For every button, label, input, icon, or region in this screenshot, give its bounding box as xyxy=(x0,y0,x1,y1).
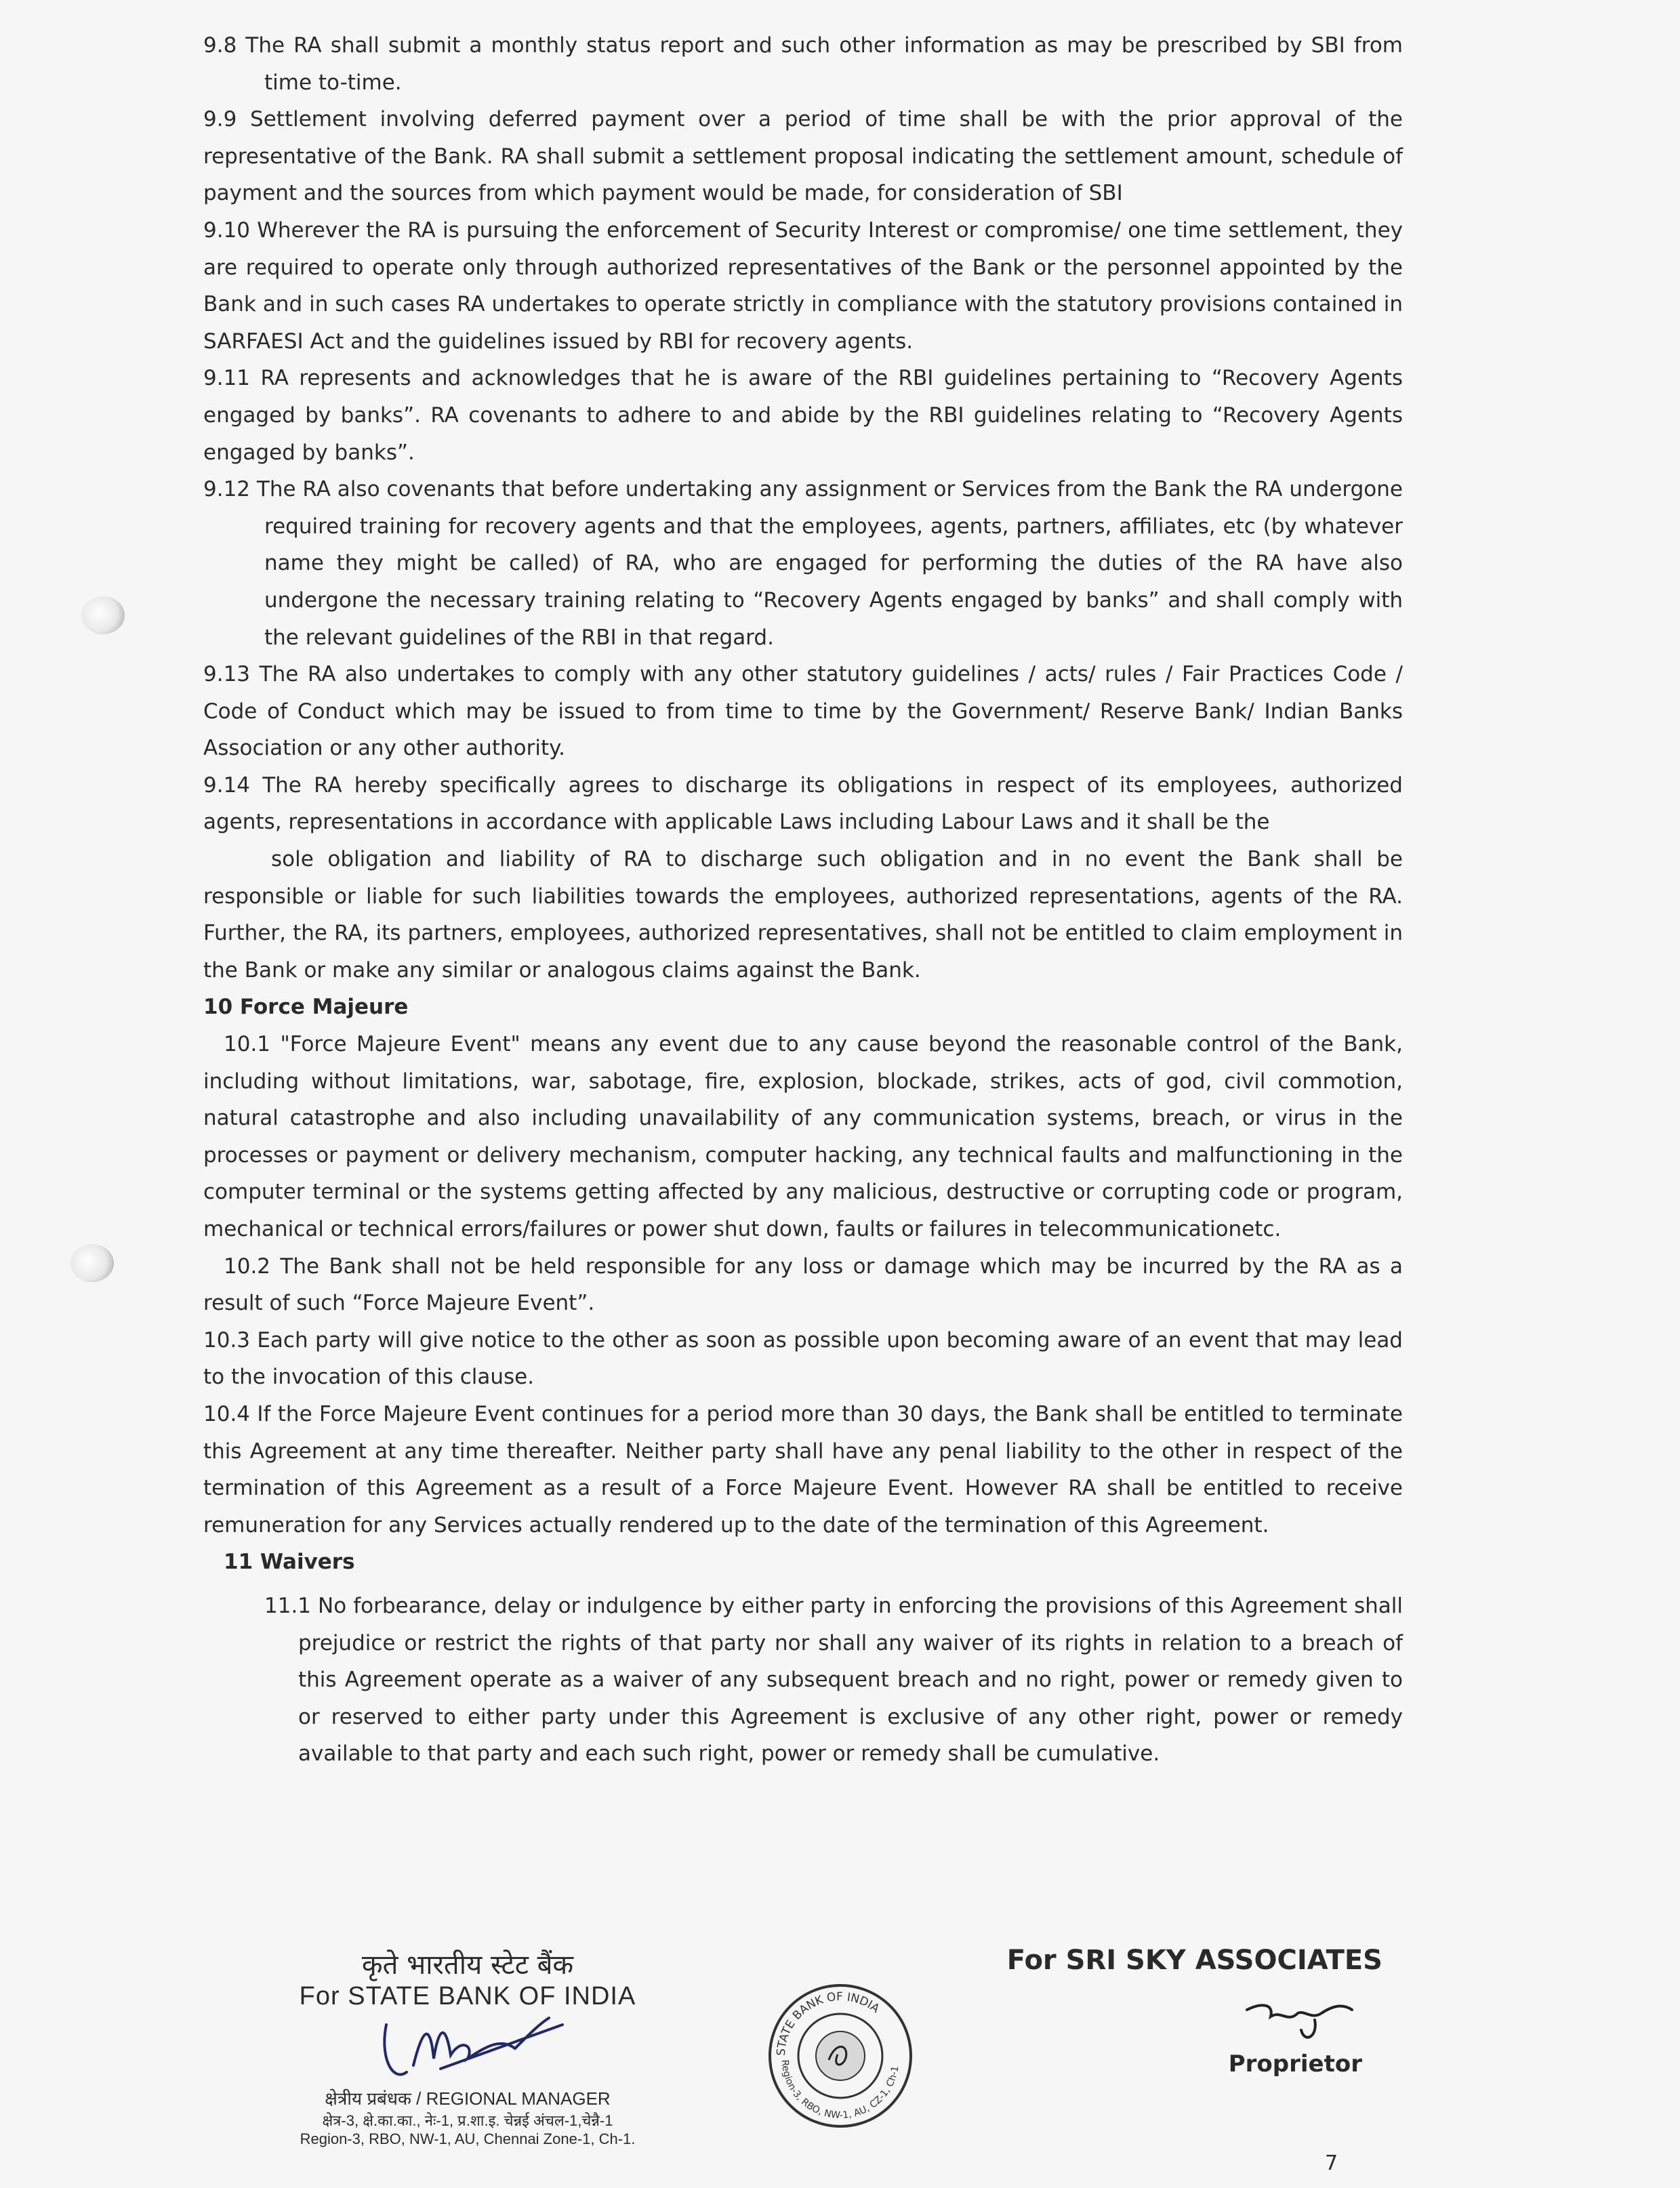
bank-signature-block xyxy=(251,1945,684,2148)
bank-round-stamp xyxy=(764,1980,916,2132)
clause-10-2: 10.2 The Bank shall not be held responsible for any loss or damage which may be incurred by the RA as a result of such “Force Majeure Event”. xyxy=(203,1254,1403,1316)
ra-designation: Proprietor xyxy=(1228,2050,1362,2078)
clause-9-10: 9.10 Wherever the RA is pursuing the enforcement of Security Interest or compromise/ one time settlement, they are required to operate only through authorized representatives of the Bank or the personnel appointed by the Bank and in such cases RA undertakes to operate strictly in compliance with the statutory provisions contained in SARFAESI Act and the guidelines issued by RBI for recovery agents. xyxy=(203,218,1403,354)
bank-english-title: For STATE BANK OF INDIA xyxy=(299,1982,636,2010)
clause-11-1: 11.1 No forbearance, delay or indulgence by either party in enforcing the provisions of this Agreement shall prejudice or restrict the rights of that party nor shall any waiver of its rights in relation to a breach of this Agreement operate as a waiver of any subsequent breach and no right, power or remedy given to or reserved to either party under this Agreement is exclusive of any other right, power or remedy available to that party and each such right, power or remedy shall be cumulative. xyxy=(264,1593,1403,1767)
bank-designation: क्षेत्रीय प्रबंधक / REGIONAL MANAGER xyxy=(325,2088,611,2109)
clause-10-1: 10.1 "Force Majeure Event" means any event due to any cause beyond the reasonable control of the Bank, including without limitations, war, sabotage, fire, explosion, blockade, strikes, acts of god, civil commotion, natural catastrophe and also including unavailability of any communication systems, breach, or virus in the processes or payment or delivery mechanism, computer hacking, any technical faults and malfunctioning in the computer terminal or the systems getting affected by any malicious, destructive or corrupting code or program, mechanical or technical errors/failures or power shut down, faults or failures in telecommunicationetc. xyxy=(203,1032,1403,1241)
section-heading-force-majeure: 10 Force Majeure xyxy=(203,995,409,1020)
clause-10-4: 10.4 If the Force Majeure Event continues for a period more than 30 days, the Bank shall be entitled to terminate this Agreement at any time thereafter. Neither party shall have any penal liability to the other in respect of the termination of this Agreement as a result of a Force Majeure Event. However RA shall be entitled to receive remuneration for any Services actually rendered up to the date of the termination of this Agreement. xyxy=(203,1401,1403,1537)
clause-9-9: 9.9 Settlement involving deferred payment over a period of time shall be with the prior approval of the representative of the Bank. RA shall submit a settlement proposal indicating the settlement amount, schedule of payment and the sources from which payment would be made, for consideration of SBI xyxy=(203,107,1403,206)
ra-title: For SRI SKY ASSOCIATES xyxy=(1006,1945,1382,1976)
bank-hindi-title: कृते भारतीय स्टेट बैंक xyxy=(361,1949,574,1981)
stamp-outer-text: STATE BANK OF INDIA xyxy=(774,1989,882,2057)
clause-9-14-continued: sole obligation and liability of RA to discharge such obligation and in no event the Bank shall be responsible or liable for such liabilities towards the employees, authorized representations, agents of the RA. Further, the RA, its partners, employees, authorized representatives, shall not be entitled to claim employment in the Bank or make any similar or analogous claims against the Bank. xyxy=(203,847,1403,983)
bank-hindi-address: क्षेत्र-3, क्षे.का.का., नेः-1, प्र.शा.इ. चेन्नई अंचल-1,चेन्नै-1 xyxy=(322,2112,613,2129)
ra-signature-block xyxy=(976,1945,1382,2078)
page-number: 7 xyxy=(1325,2151,1338,2175)
clause-9-14-start: 9.14 The RA hereby specifically agrees to discharge its obligations in respect of its employees, authorized agents, representations in accordance with applicable Laws including Labour Laws and it shall be the xyxy=(203,772,1403,835)
bank-english-address: Region-3, RBO, NW-1, AU, Chennai Zone-1, Ch-1. xyxy=(300,2130,636,2147)
clause-10-3: 10.3 Each party will give notice to the other as soon as possible upon becoming aware of an event that may lead to the invocation of this clause. xyxy=(203,1327,1403,1390)
agreement-body xyxy=(203,27,1403,1773)
clause-9-12: 9.12 The RA also covenants that before undertaking any assignment or Services from the Bank the RA undergone required training for recovery agents and that the employees, agents, partners, affiliates, etc (by whatever name they might be called) of RA, who are engaged for performing the duties of the RA have also undergone the necessary training relating to “Recovery Agents engaged by banks” and shall comply with the relevant guidelines of the RBI in that regard. xyxy=(203,477,1403,650)
section-heading-waivers: 11 Waivers xyxy=(224,1550,355,1575)
ra-signature-scribble xyxy=(1233,1989,1369,2050)
clause-9-8: 9.8 The RA shall submit a monthly status report and such other information as may be prescribed by SBI from time to-time. xyxy=(203,33,1403,95)
bank-signature-scribble xyxy=(359,2011,576,2086)
clause-9-13: 9.13 The RA also undertakes to comply with any other statutory guidelines / acts/ rules / Fair Practices Code / Code of Conduct which may be issued to from time to time by the Government/ Reserve Bank/ Indian Banks Association or any other authority. xyxy=(203,662,1403,761)
stamp-inner-text: Region-3, RBO, NW-1, AU, CZ-1, Ch-1 xyxy=(779,2059,901,2122)
punch-hole-lower xyxy=(70,1244,114,1282)
punch-hole-upper xyxy=(81,596,125,634)
clause-9-11: 9.11 RA represents and acknowledges that he is aware of the RBI guidelines pertaining to “Recovery Agents engaged by banks”. RA covenants to adhere to and abide by the RBI guidelines relating to “Recovery Agents engaged by banks”. xyxy=(203,366,1403,465)
